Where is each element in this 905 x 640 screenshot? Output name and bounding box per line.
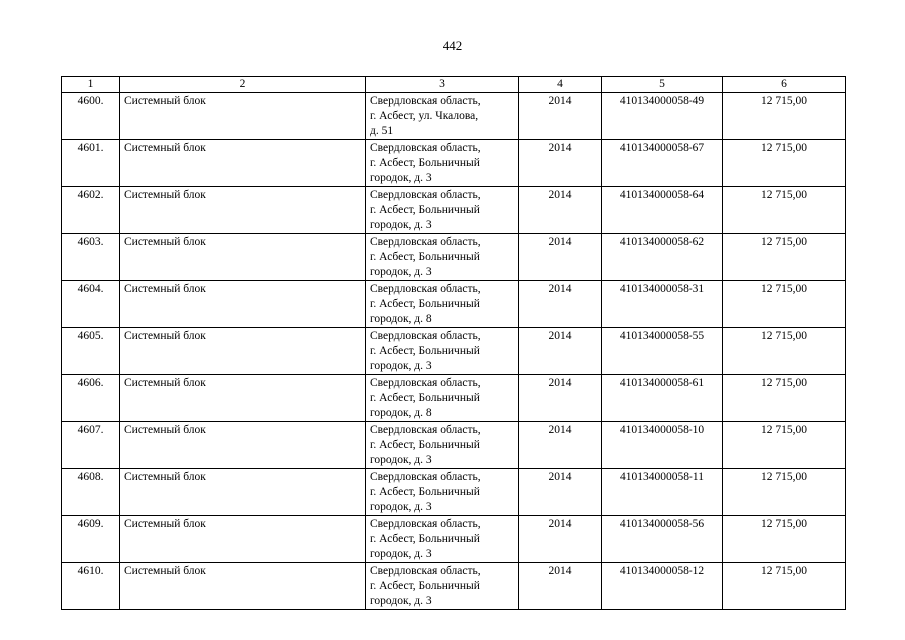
row-number-cell: 4606. xyxy=(62,375,120,422)
address-cell xyxy=(366,375,519,422)
address-line: городок, д. 3 xyxy=(370,454,432,466)
row-number-cell: 4600. xyxy=(62,93,120,140)
row-number-cell: 4607. xyxy=(62,422,120,469)
inventory-number-cell: 410134000058-61 xyxy=(602,375,723,422)
address-line: городок, д. 3 xyxy=(370,548,432,560)
table-row xyxy=(62,422,846,469)
year-cell: 2014 xyxy=(519,469,602,516)
address-cell xyxy=(366,187,519,234)
address-line: г. Асбест, Больничный xyxy=(370,157,480,169)
inventory-number-cell: 410134000058-67 xyxy=(602,140,723,187)
address-line: г. Асбест, Больничный xyxy=(370,486,480,498)
address-cell xyxy=(366,563,519,610)
table-body xyxy=(62,93,846,610)
address-line: г. Асбест, Больничный xyxy=(370,204,480,216)
item-name-cell: Системный блок xyxy=(120,422,366,469)
row-number-cell: 4604. xyxy=(62,281,120,328)
address-line: городок, д. 3 xyxy=(370,266,432,278)
year-cell: 2014 xyxy=(519,187,602,234)
cost-cell: 12 715,00 xyxy=(723,281,846,328)
inventory-number-cell: 410134000058-12 xyxy=(602,563,723,610)
address-line: Свердловская область, xyxy=(370,471,481,483)
address-line: г. Асбест, Больничный xyxy=(370,533,480,545)
item-name-cell: Системный блок xyxy=(120,140,366,187)
page-number: 442 xyxy=(442,38,463,53)
item-name-cell: Системный блок xyxy=(120,234,366,281)
address-cell xyxy=(366,328,519,375)
table-row xyxy=(62,187,846,234)
year-cell: 2014 xyxy=(519,234,602,281)
table-row xyxy=(62,563,846,610)
address-line: г. Асбест, Больничный xyxy=(370,251,480,263)
address-line: городок, д. 8 xyxy=(370,407,432,419)
item-name-cell: Системный блок xyxy=(120,281,366,328)
inventory-number-cell: 410134000058-62 xyxy=(602,234,723,281)
address-line: Свердловская область, xyxy=(370,565,481,577)
address-line: городок, д. 3 xyxy=(370,595,432,607)
item-name-cell: Системный блок xyxy=(120,328,366,375)
row-number-cell: 4601. xyxy=(62,140,120,187)
address-cell xyxy=(366,469,519,516)
row-number-cell: 4603. xyxy=(62,234,120,281)
address-line: г. Асбест, Больничный xyxy=(370,298,480,310)
table-row xyxy=(62,328,846,375)
table-row xyxy=(62,140,846,187)
item-name-cell: Системный блок xyxy=(120,375,366,422)
cost-cell: 12 715,00 xyxy=(723,563,846,610)
address-line: Свердловская область, xyxy=(370,518,481,530)
row-number-cell: 4610. xyxy=(62,563,120,610)
column-header-3: 3 xyxy=(366,77,519,93)
row-number-cell: 4605. xyxy=(62,328,120,375)
table-row xyxy=(62,234,846,281)
cost-cell: 12 715,00 xyxy=(723,422,846,469)
column-header-2: 2 xyxy=(120,77,366,93)
table-row xyxy=(62,93,846,140)
year-cell: 2014 xyxy=(519,281,602,328)
table-header xyxy=(62,77,846,93)
column-header-4: 4 xyxy=(519,77,602,93)
item-name-cell: Системный блок xyxy=(120,516,366,563)
address-line: г. Асбест, ул. Чкалова, xyxy=(370,110,479,122)
table-row xyxy=(62,375,846,422)
address-line: г. Асбест, Больничный xyxy=(370,345,480,357)
cost-cell: 12 715,00 xyxy=(723,93,846,140)
inventory-number-cell: 410134000058-49 xyxy=(602,93,723,140)
address-line: Свердловская область, xyxy=(370,330,481,342)
row-number-cell: 4602. xyxy=(62,187,120,234)
column-header-6: 6 xyxy=(723,77,846,93)
address-line: д. 51 xyxy=(370,125,394,137)
table-row xyxy=(62,281,846,328)
table-row xyxy=(62,469,846,516)
year-cell: 2014 xyxy=(519,422,602,469)
cost-cell: 12 715,00 xyxy=(723,140,846,187)
address-line: Свердловская область, xyxy=(370,142,481,154)
address-line: Свердловская область, xyxy=(370,377,481,389)
address-line: городок, д. 3 xyxy=(370,172,432,184)
cost-cell: 12 715,00 xyxy=(723,516,846,563)
table-row xyxy=(62,516,846,563)
address-line: г. Асбест, Больничный xyxy=(370,392,480,404)
inventory-number-cell: 410134000058-56 xyxy=(602,516,723,563)
item-name-cell: Системный блок xyxy=(120,187,366,234)
address-line: г. Асбест, Больничный xyxy=(370,439,480,451)
inventory-number-cell: 410134000058-10 xyxy=(602,422,723,469)
year-cell: 2014 xyxy=(519,93,602,140)
year-cell: 2014 xyxy=(519,563,602,610)
year-cell: 2014 xyxy=(519,375,602,422)
address-line: городок, д. 3 xyxy=(370,219,432,231)
address-line: городок, д. 3 xyxy=(370,501,432,513)
inventory-number-cell: 410134000058-31 xyxy=(602,281,723,328)
year-cell: 2014 xyxy=(519,516,602,563)
inventory-number-cell: 410134000058-55 xyxy=(602,328,723,375)
address-cell xyxy=(366,93,519,140)
address-line: Свердловская область, xyxy=(370,424,481,436)
property-registry-table xyxy=(61,76,846,610)
cost-cell: 12 715,00 xyxy=(723,469,846,516)
header-row xyxy=(62,77,846,93)
cost-cell: 12 715,00 xyxy=(723,234,846,281)
row-number-cell: 4608. xyxy=(62,469,120,516)
year-cell: 2014 xyxy=(519,140,602,187)
cost-cell: 12 715,00 xyxy=(723,187,846,234)
column-header-1: 1 xyxy=(62,77,120,93)
address-line: г. Асбест, Больничный xyxy=(370,580,480,592)
address-line: Свердловская область, xyxy=(370,283,481,295)
inventory-number-cell: 410134000058-11 xyxy=(602,469,723,516)
address-cell xyxy=(366,516,519,563)
cost-cell: 12 715,00 xyxy=(723,328,846,375)
address-cell xyxy=(366,234,519,281)
cost-cell: 12 715,00 xyxy=(723,375,846,422)
address-cell xyxy=(366,140,519,187)
address-cell xyxy=(366,281,519,328)
column-header-5: 5 xyxy=(602,77,723,93)
item-name-cell: Системный блок xyxy=(120,563,366,610)
item-name-cell: Системный блок xyxy=(120,469,366,516)
address-cell xyxy=(366,422,519,469)
address-line: Свердловская область, xyxy=(370,95,481,107)
address-line: Свердловская область, xyxy=(370,189,481,201)
address-line: городок, д. 3 xyxy=(370,360,432,372)
address-line: Свердловская область, xyxy=(370,236,481,248)
address-line: городок, д. 8 xyxy=(370,313,432,325)
row-number-cell: 4609. xyxy=(62,516,120,563)
inventory-number-cell: 410134000058-64 xyxy=(602,187,723,234)
item-name-cell: Системный блок xyxy=(120,93,366,140)
year-cell: 2014 xyxy=(519,328,602,375)
